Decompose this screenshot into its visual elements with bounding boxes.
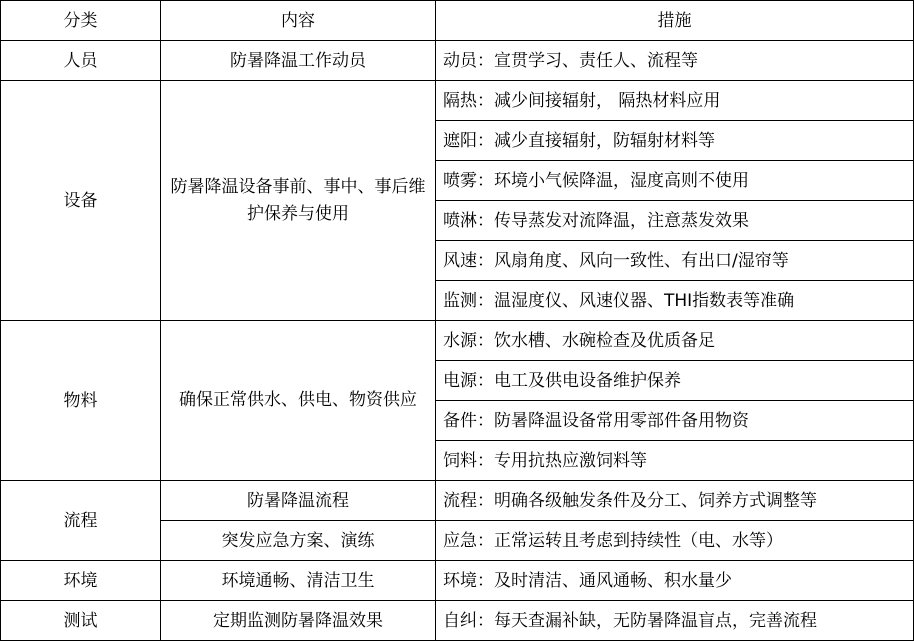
header-category: 分类	[1, 1, 161, 41]
measure-cell: 水源：饮水槽、水碗检查及优质备足	[436, 321, 914, 361]
measure-cell: 电源：电工及供电设备维护保养	[436, 361, 914, 401]
measure-cell: 监测：温湿度仪、风速仪器、THI指数表等准确	[436, 281, 914, 321]
table-row	[1, 561, 914, 601]
content-cell: 防暑降温流程	[161, 481, 436, 521]
measure-cell: 流程：明确各级触发条件及分工、饲养方式调整等	[436, 481, 914, 521]
content-cell: 突发应急方案、演练	[161, 521, 436, 561]
measure-cell: 喷淋：传导蒸发对流降温，注意蒸发效果	[436, 201, 914, 241]
content-cell: 确保正常供水、供电、物资供应	[161, 321, 436, 481]
category-cell: 环境	[1, 561, 161, 601]
header-measures: 措施	[436, 1, 914, 41]
measure-cell: 风速：风扇角度、风向一致性、有出口/湿帘等	[436, 241, 914, 281]
category-cell: 人员	[1, 41, 161, 81]
measure-cell: 遮阳：减少直接辐射，防辐射材料等	[436, 121, 914, 161]
table-row	[1, 41, 914, 81]
content-cell: 环境通畅、清洁卫生	[161, 561, 436, 601]
table-row	[1, 601, 914, 641]
content-cell: 防暑降温工作动员	[161, 41, 436, 81]
measure-cell: 自纠：每天查漏补缺，无防暑降温盲点，完善流程	[436, 601, 914, 641]
category-cell: 测试	[1, 601, 161, 641]
measure-cell: 环境：及时清洁、通风通畅、积水量少	[436, 561, 914, 601]
measure-cell: 饲料：专用抗热应激饲料等	[436, 441, 914, 481]
measure-cell: 隔热：减少间接辐射， 隔热材料应用	[436, 81, 914, 121]
measure-cell: 备件：防暑降温设备常用零部件备用物资	[436, 401, 914, 441]
table-row	[1, 481, 914, 521]
content-cell: 定期监测防暑降温效果	[161, 601, 436, 641]
category-cell: 设备	[1, 81, 161, 321]
measure-cell: 动员：宣贯学习、责任人、流程等	[436, 41, 914, 81]
header-row	[1, 1, 914, 41]
measure-cell: 喷雾：环境小气候降温，湿度高则不使用	[436, 161, 914, 201]
table-row	[1, 321, 914, 361]
category-cell: 物料	[1, 321, 161, 481]
measure-cell: 应急：正常运转且考虑到持续性（电、水等）	[436, 521, 914, 561]
header-content: 内容	[161, 1, 436, 41]
table-row	[1, 81, 914, 121]
category-cell: 流程	[1, 481, 161, 561]
content-cell: 防暑降温设备事前、事中、事后维护保养与使用	[161, 81, 436, 321]
